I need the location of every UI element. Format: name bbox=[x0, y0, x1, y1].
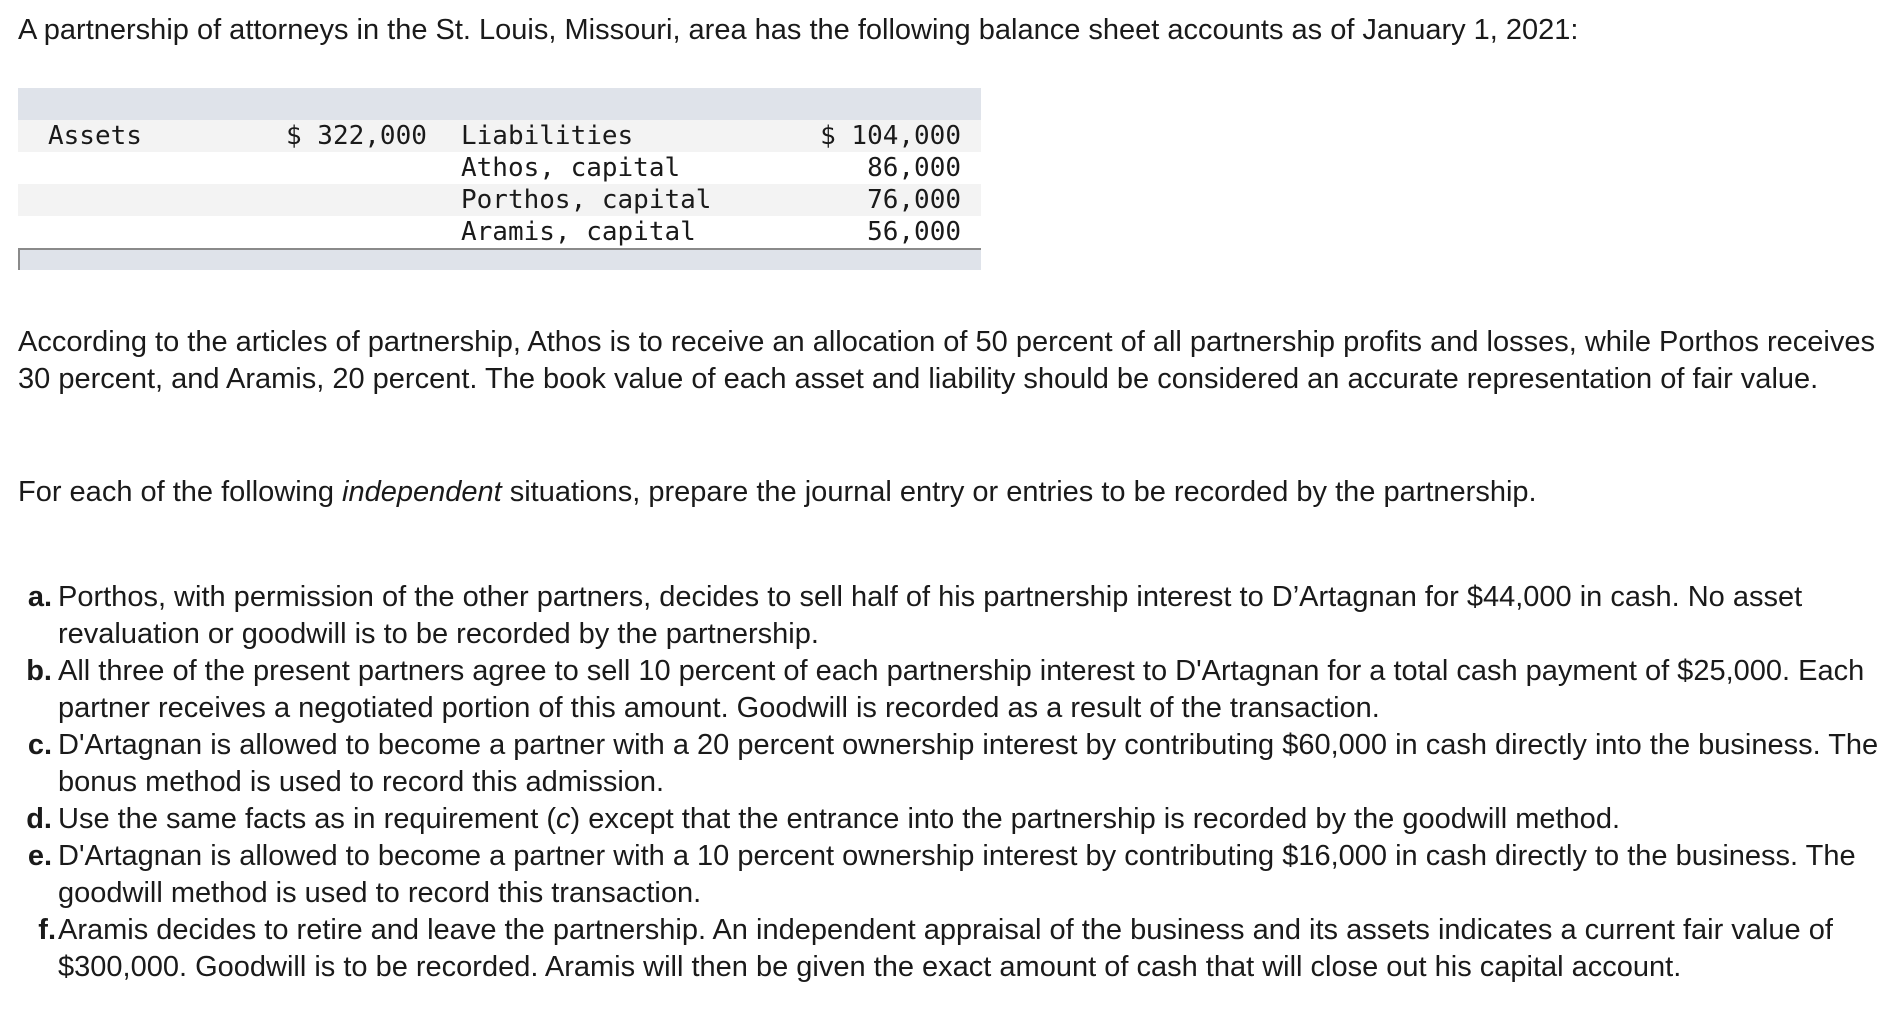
problem-intro: A partnership of attorneys in the St. Louis, Missouri, area has the following balance sheet accounts as of January 1, 2021: bbox=[18, 14, 1579, 46]
table-footer-band bbox=[18, 248, 981, 270]
requirement-reference: c bbox=[556, 803, 571, 835]
row-label: Athos, capital bbox=[461, 153, 681, 183]
instructions-paragraph bbox=[18, 474, 1878, 511]
table-row bbox=[18, 216, 981, 248]
requirement-letter: a. bbox=[27, 581, 52, 613]
balance-sheet-table bbox=[18, 88, 981, 270]
requirement-letter: e. bbox=[27, 840, 52, 872]
requirement-text-start: Use the same facts as in requirement ( bbox=[58, 803, 557, 835]
allocation-paragraph: According to the articles of partnership, Athos is to receive an allocation of 50 percent of all partnership profits and losses, while Porthos receives 30 percent, and Aramis, 20 percent. The book value of each asset and liability should be considered an accurate representation of fair value. bbox=[18, 326, 1875, 395]
row-label: Liabilities bbox=[461, 121, 634, 151]
requirement-text: Aramis decides to retire and leave the partnership. An independent appraisal of the business and its assets indicates a current fair value of $300,000. Goodwill is to be recorded. Aramis will then be given the exact amount of cash that will close out his capital account. bbox=[58, 914, 1833, 983]
requirement-letter: b. bbox=[26, 655, 52, 687]
row-amount: 76,000 bbox=[867, 185, 961, 215]
list-item bbox=[18, 912, 1880, 986]
list-item bbox=[18, 838, 1880, 912]
requirement-letter: d. bbox=[26, 803, 52, 835]
table-row bbox=[18, 152, 981, 184]
table-header-band bbox=[18, 88, 981, 120]
row-amount: 86,000 bbox=[867, 153, 961, 183]
instructions-text-end: situations, prepare the journal entry or entries to be recorded by the partnership. bbox=[501, 476, 1537, 508]
requirement-text: D'Artagnan is allowed to become a partner with a 10 percent ownership interest by contributing $16,000 in cash directly to the business. The goodwill method is used to record this transaction. bbox=[58, 840, 1856, 909]
table-row bbox=[18, 184, 981, 216]
instructions-text-start: For each of the following bbox=[18, 476, 343, 508]
list-item bbox=[18, 579, 1880, 653]
row-label: Aramis, capital bbox=[461, 217, 696, 247]
assets-amount: $ 322,000 bbox=[286, 121, 427, 151]
instructions-emphasis: independent bbox=[342, 476, 502, 508]
requirement-text: All three of the present partners agree to sell 10 percent of each partnership interest to D'Artagnan for a total cash payment of $25,000. Each partner receives a negotiated portion of this amount. Goodwill is recorded as a result of the transaction. bbox=[58, 655, 1865, 724]
list-item bbox=[18, 727, 1880, 801]
list-item bbox=[18, 801, 1880, 838]
requirement-letter: c. bbox=[27, 729, 52, 761]
requirement-text-end: ) except that the entrance into the partnership is recorded by the goodwill method. bbox=[570, 803, 1620, 835]
assets-label: Assets bbox=[48, 121, 142, 151]
requirements-list bbox=[18, 579, 1880, 986]
requirement-text bbox=[58, 803, 1620, 835]
row-label: Porthos, capital bbox=[461, 185, 712, 215]
row-amount: 56,000 bbox=[867, 217, 961, 247]
list-item bbox=[18, 653, 1880, 727]
requirement-letter: f. bbox=[38, 914, 56, 946]
row-amount: $ 104,000 bbox=[820, 121, 961, 151]
requirement-text: Porthos, with permission of the other partners, decides to sell half of his partnership interest to D’Artagnan for $44,000 in cash. No asset revaluation or goodwill is to be recorded by the partnership. bbox=[58, 581, 1803, 650]
table-row bbox=[18, 120, 981, 152]
requirement-text: D'Artagnan is allowed to become a partner with a 20 percent ownership interest by contributing $60,000 in cash directly into the business. The bonus method is used to record this admission. bbox=[58, 729, 1879, 798]
